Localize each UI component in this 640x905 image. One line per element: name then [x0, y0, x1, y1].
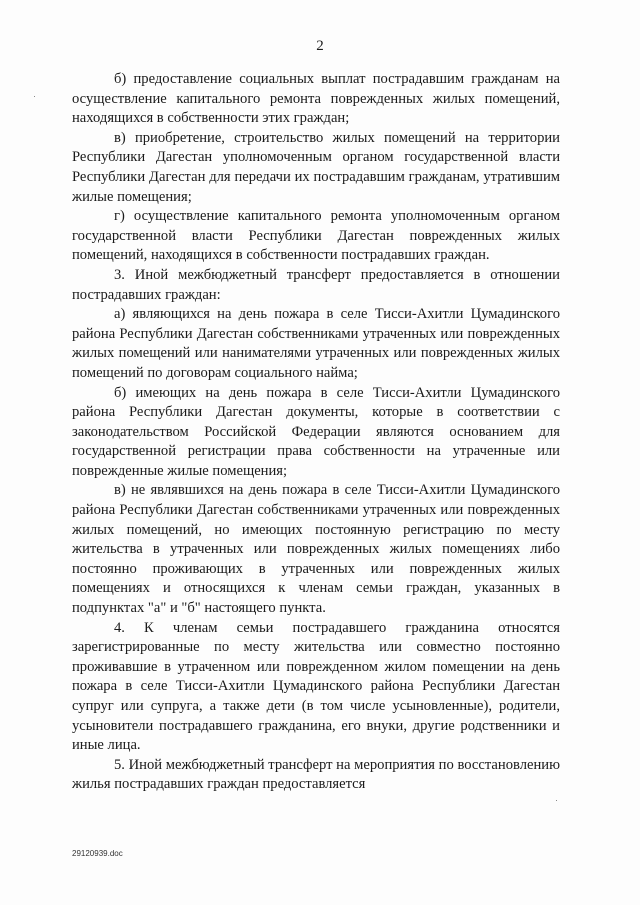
page-number: 2 — [316, 38, 324, 54]
scan-speck — [34, 96, 35, 97]
paragraph-3v: в) не являвшихся на день пожара в селе Тисси-Ахитли Цумадинского района Республики Дагестан собственниками утраченных или поврежденных жилых помещений, но имеющих постоянную регистрацию по месту жительства в утраченных или поврежденных жилых помещениях либо постоянно проживающих в утраченных или поврежденных жилых помещениях и относящихся к членам семьи граждан, указанных в подпунктах "а" и "б" настоящего пункта. — [72, 482, 560, 617]
paragraph-4: 4. К членам семьи пострадавшего гражданина относятся зарегистрированные по месту жительства или совместно постоянно проживавшие в утраченном или поврежденном жилом помещении на день пожара в селе Тисси-Ахитли Цумадинского района Республики Дагестан супруг или супруга, а также дети (в том числе усыновленные), родители, усыновители пострадавшего гражданина, его внуки, другие родственники и иные лица. — [72, 619, 560, 754]
paragraph-5: 5. Иной межбюджетный трансферт на мероприятия по восстановлению жилья пострадавших граждан предоставляется — [72, 756, 560, 793]
document-body — [72, 70, 560, 795]
paragraph-2g: г) осуществление капитального ремонта уполномоченным органом государственной власти Республики Дагестан поврежденных жилых помещений, находящихся в собственности пострадавших граждан. — [72, 208, 560, 264]
paragraph-3b: б) имеющих на день пожара в селе Тисси-Ахитли Цумадинского района Республики Дагестан документы, которые в соответствии с законодательством Российской Федерации являются основанием для государственной регистрации права собственности на утраченные или поврежденные жилые помещения; — [72, 384, 560, 479]
paragraph-2b: б) предоставление социальных выплат пострадавшим гражданам на осуществление капитального ремонта поврежденных жилых помещений, находящихся в собственности этих граждан; — [72, 71, 560, 127]
paragraph-3: 3. Иной межбюджетный трансферт предоставляется в отношении пострадавших граждан: — [72, 266, 560, 303]
scan-speck — [556, 800, 557, 801]
paragraph-2v: в) приобретение, строительство жилых помещений на территории Республики Дагестан уполномоченным органом государственной власти Республики Дагестан для передачи их пострадавшим гражданам, утратившим жилые помещения; — [72, 129, 560, 205]
footer-file-code: 29120939.doc — [72, 849, 123, 858]
paragraph-3a: а) являющихся на день пожара в селе Тисси-Ахитли Цумадинского района Республики Дагестан собственниками утраченных или поврежденных жилых помещений или нанимателями утраченных или поврежденных жилых помещений по договорам социального найма; — [72, 306, 560, 381]
